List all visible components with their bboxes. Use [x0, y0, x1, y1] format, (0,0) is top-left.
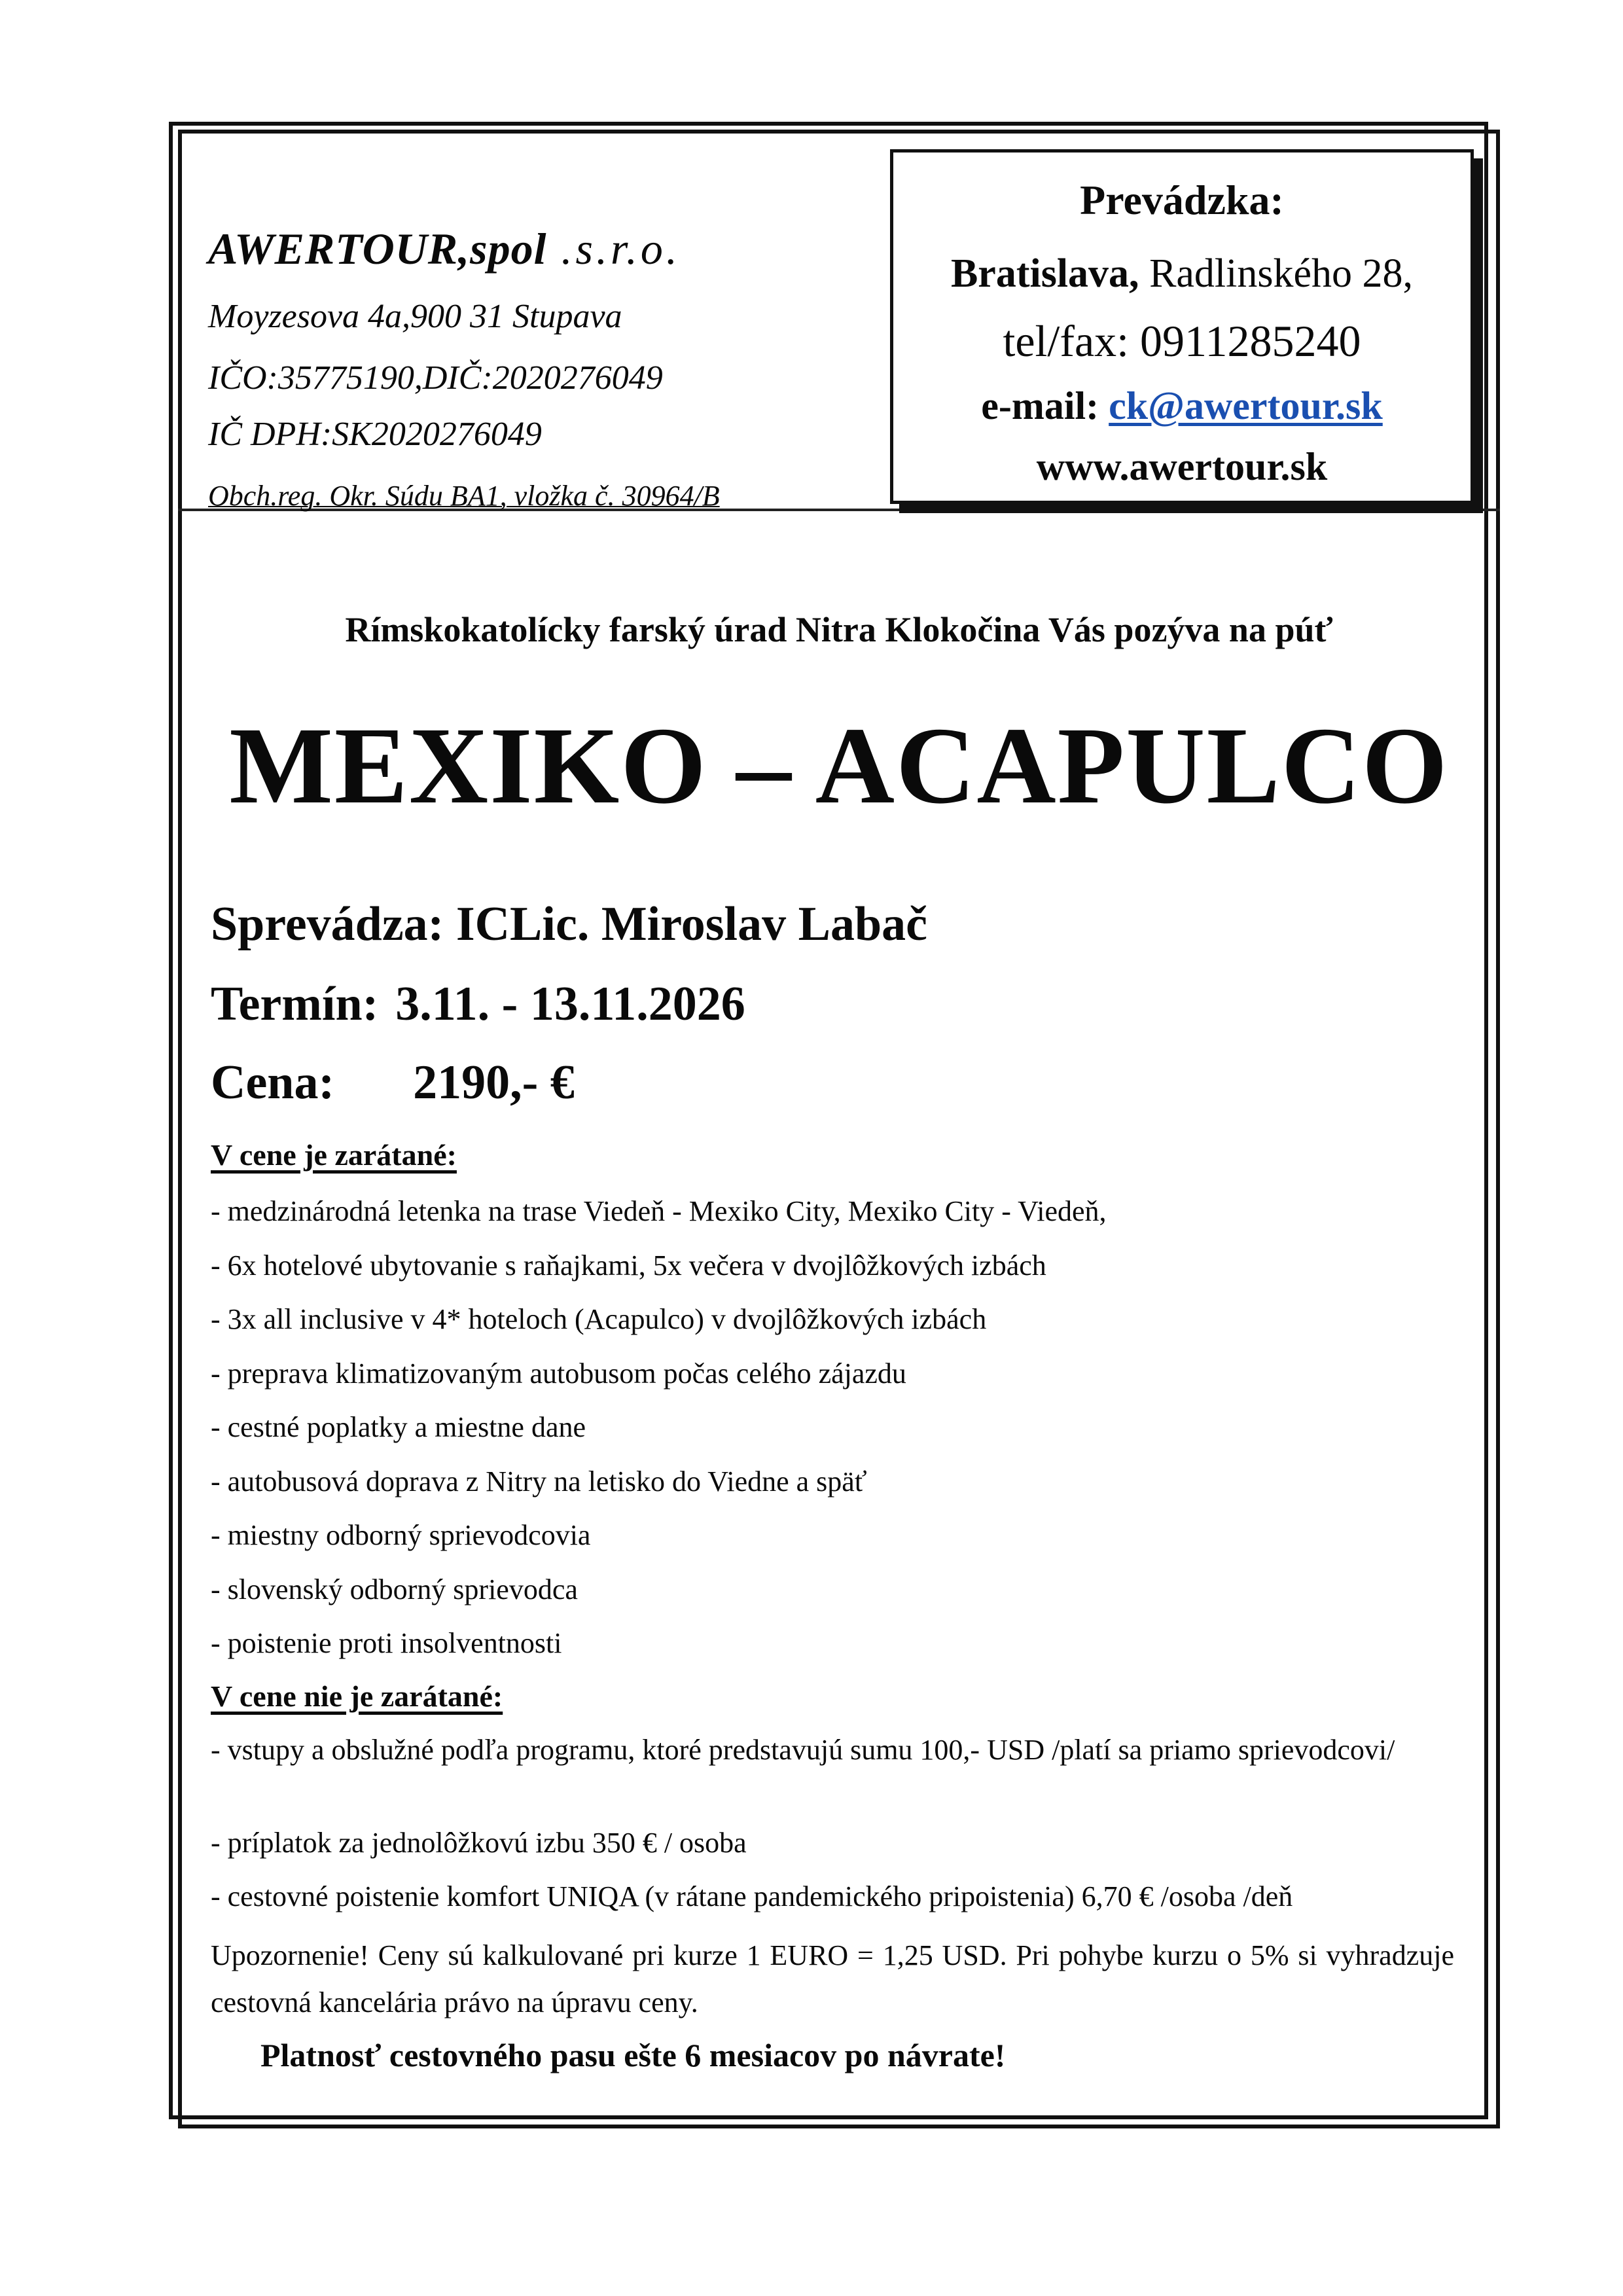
office-phone-number: 0911285240 — [1140, 316, 1361, 366]
list-item: - preprava klimatizovaným autobusom počas celého zájazdu — [211, 1357, 906, 1390]
included-heading: V cene je zarátané: — [211, 1138, 457, 1172]
term-label: Termín: — [211, 977, 379, 1031]
office-website: www.awertour.sk — [1036, 445, 1328, 488]
guide-name: ICLic. Miroslav Labač — [455, 897, 927, 951]
company-address: Moyzesova 4a,900 31 Stupava — [208, 298, 622, 335]
list-item: - 3x all inclusive v 4* hoteloch (Acapulco) v dvojlôžkových izbách — [211, 1303, 987, 1335]
excluded-item: - cestovné poistenie komfort UNIQA (v rátane pandemického pripoistenia) 6,70 € /osoba /deň — [211, 1880, 1293, 1912]
office-phone: tel/fax: 0911285240 — [1003, 316, 1361, 366]
price-label: Cena: — [211, 1056, 335, 1109]
office-email: e-mail: ck@awertour.sk — [981, 384, 1383, 427]
guide-line — [211, 897, 927, 952]
office-address — [893, 251, 1471, 296]
company-ids: IČO:35775190,DIČ:2020276049 — [208, 359, 663, 397]
office-street: Radlinského 28, — [1149, 251, 1414, 296]
list-item: - slovenský odborný sprievodca — [211, 1573, 578, 1605]
excluded-item: - vstupy a obslužné podľa programu, ktoré predstavujú sumu 100,- USD /platí sa priamo sprievodcovi/ — [211, 1734, 1395, 1766]
company-vat: IČ DPH:SK2020276049 — [208, 416, 542, 453]
included-list — [211, 1185, 1107, 1671]
company-name: AWERTOUR,spol .s.r.o. — [208, 224, 681, 274]
excluded-item: - príplatok za jednolôžkovú izbu 350 € / osoba — [211, 1827, 747, 1859]
office-box — [890, 149, 1474, 504]
list-item: - medzinárodná letenka na trase Viedeň - Mexiko City, Mexiko City - Viedeň, — [211, 1195, 1107, 1227]
passport-note: Platnosť cestovného pasu ešte 6 mesiacov po návrate! — [260, 2037, 1006, 2073]
office-city: Bratislava, — [950, 251, 1139, 296]
list-item: - miestny odborný sprievodcovia — [211, 1519, 591, 1551]
office-title: Prevádzka: — [1080, 177, 1284, 223]
company-info — [208, 223, 720, 512]
list-item: - cestné poplatky a miestne dane — [211, 1411, 586, 1443]
term-line — [211, 977, 745, 1031]
email-link[interactable]: ck@awertour.sk — [1109, 384, 1383, 427]
price-line — [211, 1055, 575, 1110]
exchange-rate-notice: Upozornenie! Ceny sú kalkulované pri kurze 1 EURO = 1,25 USD. Pri pohybe kurzu o 5% si vyhradzuje cestovná kancelária právo na úpravu ceny. — [211, 1939, 1454, 2018]
company-register: Obch.reg. Okr. Súdu BA1, vložka č. 30964/B — [208, 480, 720, 512]
guide-label: Sprevádza: — [211, 897, 444, 951]
term-dates: 3.11. - 13.11.2026 — [395, 977, 745, 1031]
trip-title: MEXIKO – ACAPULCO — [229, 705, 1449, 827]
price-value: 2190,- € — [413, 1056, 575, 1109]
list-item: - 6x hotelové ubytovanie s raňajkami, 5x večera v dvojlôžkových izbách — [211, 1249, 1046, 1282]
list-item: - autobusová doprava z Nitry na letisko do Viedne a späť — [211, 1465, 867, 1498]
excluded-heading: V cene nie je zarátané: — [211, 1679, 503, 1713]
list-item: - poistenie proti insolventnosti — [211, 1627, 562, 1659]
invitation-line: Rímskokatolícky farský úrad Nitra Klokočina Vás pozýva na púť — [345, 610, 1333, 649]
